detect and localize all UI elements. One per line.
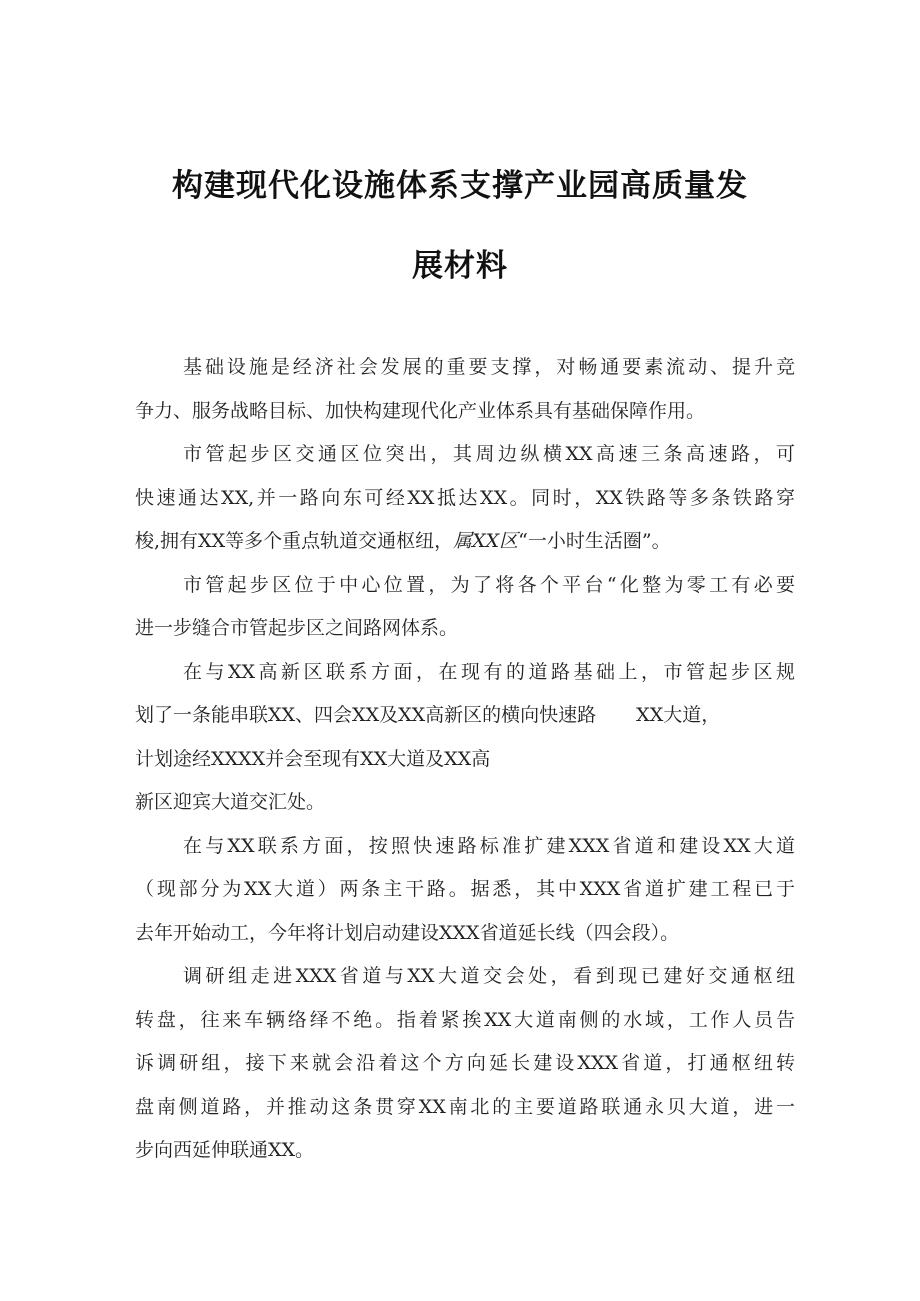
paragraph-2-line-3-text: 梭,拥有XX等多个重点轨道交通枢纽， <box>135 530 454 552</box>
paragraph-2-line-3-end: “一小时生活圈”。 <box>518 530 671 552</box>
paragraph-4-line-2-text: 划了一条能串联XX、四会XX及XX高新区的横向快速路 <box>135 704 597 726</box>
paragraph-4-line-2-end: XX大道， <box>636 704 721 726</box>
document-title-line-1: 构建现代化设施体系支撑产业园高质量发 <box>172 168 748 204</box>
paragraph-5-line-1: 在与XX联系方面，按照快速路标准扩建XXX省道和建设XX大道 <box>183 834 795 857</box>
document-body <box>135 346 795 1173</box>
paragraph-5-line-2: （现部分为XX大道）两条主干路。据悉，其中XXX省道扩建工程已于 <box>135 878 795 900</box>
paragraph-4-line-2 <box>135 694 795 738</box>
paragraph-2-line-2: 快速通达XX,并一路向东可经XX抵达XX。同时，XX铁路等多条铁路穿 <box>135 486 795 509</box>
paragraph-6-line-2: 转盘，往来车辆络绎不绝。指着紧挨XX大道南侧的水域，工作人员告 <box>135 1008 795 1031</box>
paragraph-2-line-1: 市管起步区交通区位突出，其周边纵横XX高速三条高速路，可 <box>183 443 795 465</box>
paragraph-4-line-4: 新区迎宾大道交汇处。 <box>135 791 326 813</box>
paragraph-4-line-1: 在与XX高新区联系方面，在现有的道路基础上，市管起步区规 <box>183 660 795 683</box>
document-title-line-2: 展材料 <box>412 248 508 284</box>
paragraph-1-line-1: 基础设施是经济社会发展的重要支撑，对畅通要素流动、提升竞 <box>183 356 795 378</box>
paragraph-4-line-3: 计划途经XXXX并会至现有XX大道及XX高 <box>135 747 491 770</box>
paragraph-3-line-1: 市管起步区位于中心位置，为了将各个平台“化整为零工有必要 <box>183 573 795 596</box>
paragraph-1-line-2: 争力、服务战略目标、加快构建现代化产业体系具有基础保障作用。 <box>135 399 706 422</box>
paragraph-5-line-3: 去年开始动工，今年将计划启动建设XXX省道延长线（四会段）。 <box>135 921 680 944</box>
paragraph-2-line-3 <box>135 520 795 564</box>
paragraph-6-line-3: 诉调研组，接下来就会沿着这个方向延长建设XXX省道，打通枢纽转 <box>135 1052 795 1074</box>
paragraph-2-italic-text: 属XX区 <box>453 530 519 552</box>
paragraph-6-line-4: 盘南侧道路，并推动这条贯穿XX南北的主要道路联通永贝大道，进一 <box>135 1095 795 1118</box>
paragraph-3-line-2: 进一步缝合市管起步区之间路网体系。 <box>135 617 459 639</box>
paragraph-6-line-5: 步向西延伸联通XX。 <box>135 1139 315 1161</box>
paragraph-6-line-1: 调研组走进XXX省道与XX大道交会处，看到现已建好交通枢纽 <box>183 965 795 987</box>
